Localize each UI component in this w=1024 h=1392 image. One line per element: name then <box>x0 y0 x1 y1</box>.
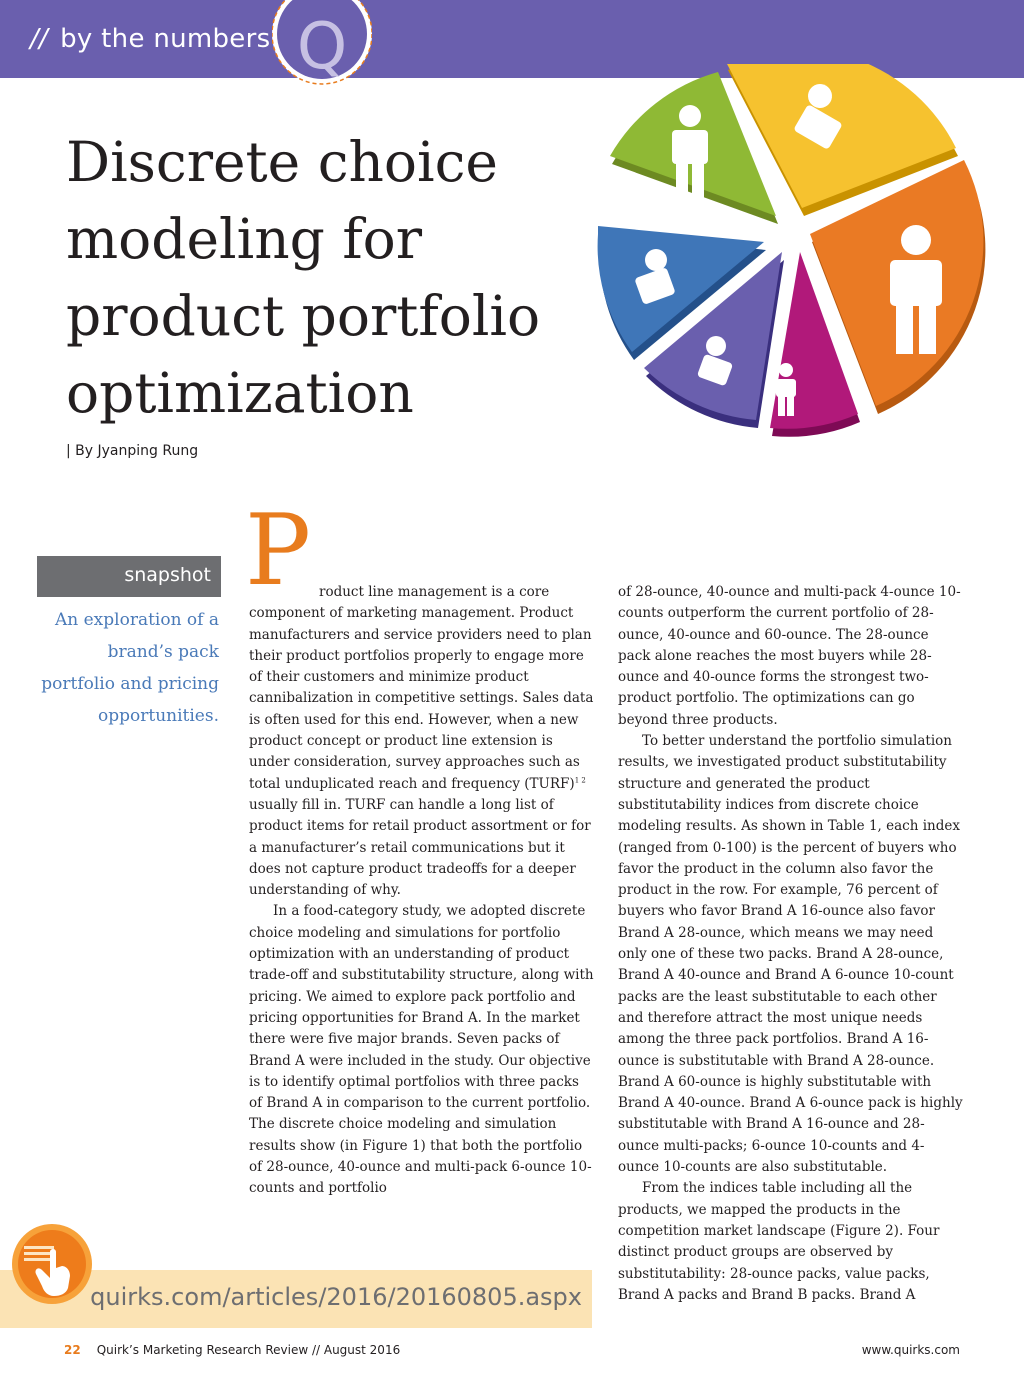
body-column-1 <box>245 494 594 1200</box>
title-line: product portfolio <box>66 284 541 348</box>
section-slashes: // <box>30 24 49 54</box>
footer-left <box>64 1343 400 1357</box>
paragraph-text: component of marketing management. Product manufacturers and service providers need to plan their product portfolios properly to engage more of their customers and minimize product cannibalization in competitive settings. Sales data is often used for this end. However, when a new product concept or product line extension is under consideration, survey approaches such as total unduplicated reach and frequency (TURF) <box>249 605 594 792</box>
article-url-link[interactable]: quirks.com/articles/2016/20160805.aspx <box>90 1283 582 1311</box>
footer-website: www.quirks.com <box>861 1343 960 1357</box>
page-number: 22 <box>64 1343 81 1357</box>
publication-name: Quirk’s Marketing Research Review // August 2016 <box>96 1343 401 1357</box>
drop-cap: P <box>245 494 311 608</box>
title-line: Discrete choice <box>66 130 498 194</box>
paragraph: To better understand the portfolio simulation results, we investigated product substitutability structure and generated the product substitutability indices from discrete choice modeling results. As shown in Table 1, each index (ranged from 0-100) is the percent of buyers who favor the product in the column also favor the product in the row. For example, 76 percent of buyers who favor Brand A 16-ounce also favor Brand A 28-ounce, which means we may need only one of these two packs. Brand A 28-ounce, Brand A 40-ounce and Brand A 6-ounce 10-count packs are the least substitutable to each other and therefore attract the most unique needs among the three pack portfolios. Brand A 16-ounce is substitutable with Brand A 28-ounce. Brand A 60-ounce is highly substitutable with Brand A 40-ounce. Brand A 6-ounce pack is highly substitutable with Brand A 16-ounce and 28-ounce multi-packs; 6-ounce 10-counts and 4-ounce 10-counts are also substitutable. <box>618 733 963 1176</box>
section-label <box>30 24 270 54</box>
first-line: roduct line management is a core <box>319 584 550 600</box>
snapshot-label: snapshot <box>37 556 221 597</box>
footnote-ref: 1 2 <box>574 776 586 785</box>
paragraph: In a food-category study, we adopted discrete choice modeling and simulations for portfolio optimization with an understanding of product trade-off and substitutability structure, along with pricing. We aimed to explore pack portfolio and pricing opportunities for Brand A. In the market there were five major brands. Seven packs of Brand A were included in the study. Our objective is to identify optimal portfolios with three packs of Brand A in comparison to the current portfolio. The discrete choice modeling and simulation results show (in Figure 1) that both the portfolio of 28-ounce, 40-ounce and multi-pack 6-ounce 10-counts and portfolio <box>249 903 594 1197</box>
byline: | By Jyanping Rung <box>66 443 199 459</box>
body-column-2 <box>618 582 963 1306</box>
badge-letter: Q <box>296 10 348 84</box>
exploded-pie-illustration <box>570 64 1010 444</box>
q-badge-icon <box>272 0 372 88</box>
title-line: modeling for <box>66 207 423 271</box>
touch-hand-icon <box>10 1222 94 1306</box>
paragraph: of 28-ounce, 40-ounce and multi-pack 4-ounce 10-counts outperform the current portfolio of 28-ounce, 40-ounce and 60-ounce. The 28-ounce pack alone reaches the most buyers while 28-ounce and 40-ounce forms the strongest two-product portfolio. The optimizations can go beyond three products. <box>618 584 961 728</box>
paragraph <box>249 582 594 901</box>
paragraph: From the indices table including all the products, we mapped the products in the competition market landscape (Figure 2). Four distinct product groups are observed by substitutability: 28-ounce packs, value packs, Brand A packs and Brand B packs. Brand A <box>618 1180 940 1303</box>
paragraph-text: usually fill in. TURF can handle a long list of product items for retail product assortment or for a manufacturer’s retail communications but it does not capture product tradeoffs for a deeper understanding of why. <box>249 796 591 899</box>
snapshot-text: An exploration of a brand’s pack portfolio and pricing opportunities. <box>41 610 219 726</box>
title-line: optimization <box>66 361 414 425</box>
article-title <box>66 124 586 432</box>
section-name: by the numbers <box>60 24 271 54</box>
